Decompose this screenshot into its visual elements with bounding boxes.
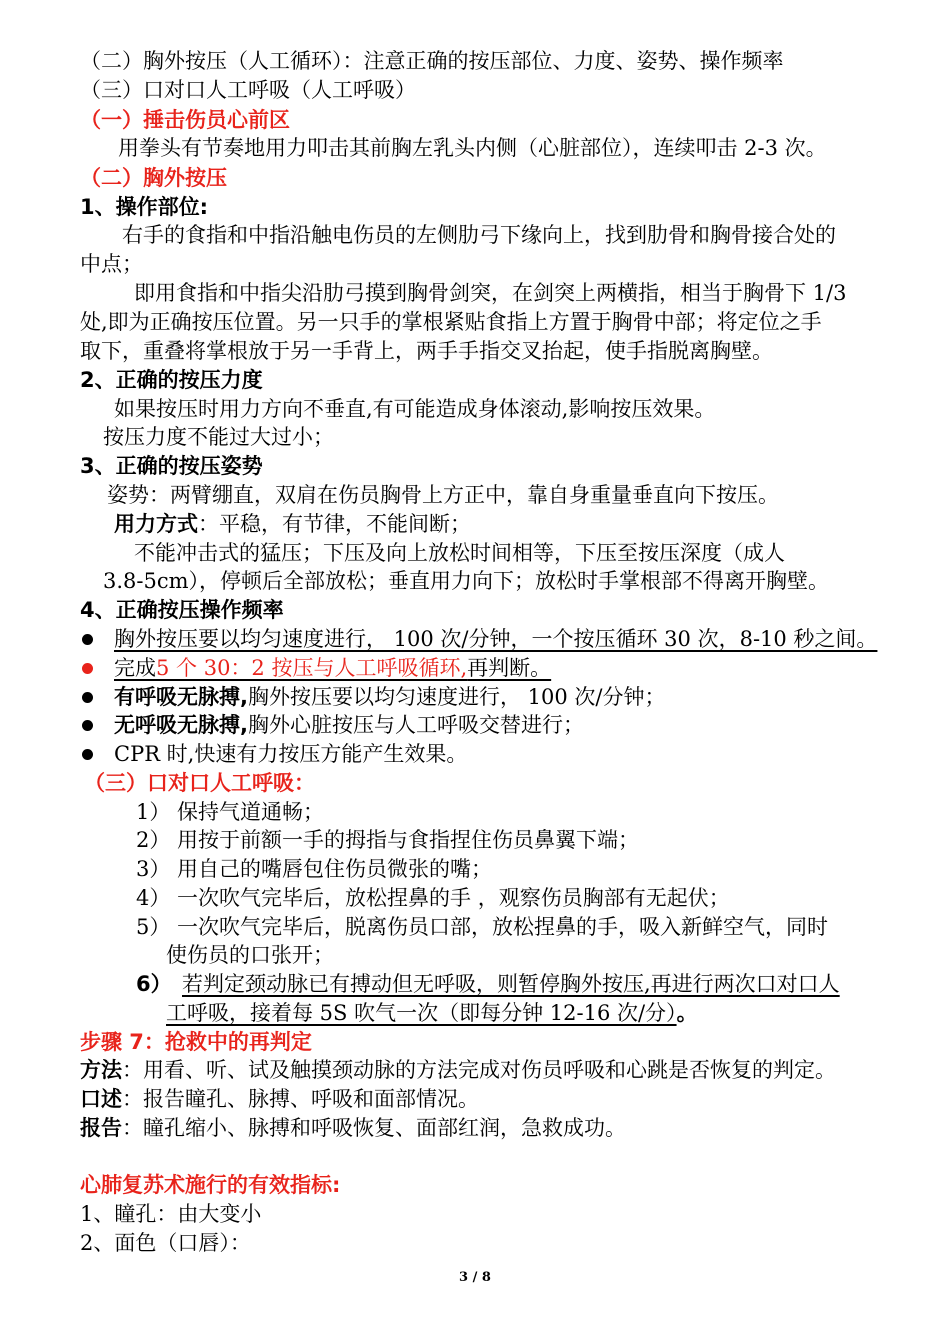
numbered-item: 4） 一次吹气完毕后，放松捏鼻的手 ，观察伤员胸部有无起伏； [136, 886, 730, 910]
section-heading: （二）胸外按压 [80, 166, 227, 190]
section-heading: 心肺复苏术施行的有效指标: [80, 1173, 341, 1197]
inline-text: 胸外按压要以均匀速度进行， 100 次/分钟； [247, 685, 666, 709]
list-item: 1、瞳孔：由大变小 [80, 1202, 262, 1226]
bullet-icon [82, 663, 93, 674]
paragraph [80, 1114, 885, 1143]
paragraph: 3.8-5cm），停顿后全部放松；垂直用力向下；放松时手掌根部不得离开胸壁。 [103, 569, 830, 593]
inline-label: 方法 [80, 1058, 122, 1082]
text-line: （三）口对口人工呼吸（人工呼吸） [80, 78, 416, 102]
numbered-item-number: 6） [136, 972, 172, 996]
paragraph [114, 510, 919, 539]
inline-text: 再判断。 [467, 656, 552, 680]
inline-text: ：报告瞳孔、脉搏、呼吸和面部情况。 [122, 1087, 479, 1111]
inline-text: 胸外心脏按压与人工呼吸交替进行； [247, 713, 584, 737]
list-item [114, 654, 885, 683]
bullet-icon [82, 720, 93, 731]
page-number: 3 / 8 [459, 1270, 491, 1285]
subheading: 2、正确的按压力度 [80, 368, 263, 392]
paragraph: 取下，重叠将掌根放于另一手背上，两手手指交叉抬起，使手指脱离胸壁。 [80, 339, 773, 363]
inline-label: 报告 [80, 1116, 122, 1140]
paragraph [80, 1085, 885, 1114]
inline-label: 口述 [80, 1087, 122, 1111]
paragraph: 姿势：两臂绷直，双肩在伤员胸骨上方正中，靠自身重量垂直向下按压。 [107, 483, 779, 507]
numbered-item: 1） 保持气道通畅； [136, 800, 325, 824]
subheading: 4、正确按压操作频率 [80, 598, 284, 622]
subheading: 3、正确的按压姿势 [80, 454, 263, 478]
inline-label: 用力方式 [114, 512, 198, 536]
section-heading: 步骤 7：抢救中的再判定 [80, 1030, 312, 1054]
numbered-item: 若判定颈动脉已有搏动但无呼吸，则暂停胸外按压,再进行两次口对口人 [182, 972, 840, 996]
bullet-icon [82, 634, 93, 645]
numbered-item: 2） 用按于前额一手的拇指与食指捏住伤员鼻翼下端； [136, 828, 640, 852]
list-item: 胸外按压要以均匀速度进行， 100 次/分钟，一个按压循环 30 次，8-10 秒之间。 [114, 627, 878, 651]
inline-text: ：瞳孔缩小、脉搏和呼吸恢复、面部红润，急救成功。 [122, 1116, 626, 1140]
inline-text: ：用看、听、试及触摸颈动脉的方法完成对伤员呼吸和心跳是否恢复的判定。 [122, 1058, 836, 1082]
inline-text: 工呼吸，接着每 5S 吹气一次（即每分钟 12-16 次/分） [166, 1001, 677, 1025]
text-line: （二）胸外按压（人工循环）：注意正确的按压部位、力度、姿势、操作频率 [80, 49, 784, 73]
inline-text: 完成 [114, 656, 156, 680]
numbered-item [166, 999, 885, 1028]
paragraph: 即用食指和中指尖沿肋弓摸到胸骨剑突，在剑突上两横指，相当于胸骨下 1/3 [134, 281, 847, 305]
paragraph: 中点； [80, 252, 143, 276]
inline-label: 有呼吸无脉搏, [114, 685, 248, 709]
list-item [114, 711, 885, 740]
paragraph [80, 1056, 885, 1085]
numbered-item: 5） 一次吹气完毕后，脱离伤员口部，放松捏鼻的手，吸入新鲜空气，同时 [136, 915, 829, 939]
bullet-icon [82, 692, 93, 703]
list-item [114, 683, 885, 712]
bullet-icon [82, 749, 93, 760]
numbered-item: 使伤员的口张开； [166, 943, 334, 967]
inline-label: 无呼吸无脉搏, [114, 713, 248, 737]
paragraph: 按压力度不能过大过小； [103, 425, 334, 449]
inline-text: ：平稳，有节律，不能间断； [198, 512, 471, 536]
section-heading: （三）口对口人工呼吸： [84, 771, 315, 795]
inline-text: 。 [676, 1001, 698, 1025]
paragraph: 不能冲击式的猛压；下压及向上放松时间相等，下压至按压深度（成人 [134, 541, 785, 565]
paragraph: 如果按压时用力方向不垂直,有可能造成身体滚动,影响按压效果。 [114, 397, 716, 421]
list-item: 2、面色（口唇）： [80, 1231, 251, 1255]
section-heading: （一）捶击伤员心前区 [80, 108, 290, 132]
paragraph: 用拳头有节奏地用力叩击其前胸左乳头内侧（心脏部位），连续叩击 2-3 次。 [118, 136, 827, 160]
paragraph: 处,即为正确按压位置。另一只手的掌根紧贴食指上方置于胸骨中部；将定位之手 [80, 310, 822, 334]
paragraph: 右手的食指和中指沿触电伤员的左侧肋弓下缘向上，找到肋骨和胸骨接合处的 [122, 223, 836, 247]
list-item: CPR 时,快速有力按压方能产生效果。 [114, 742, 468, 766]
highlight-text: 5 个 30：2 按压与人工呼吸循环, [156, 656, 468, 680]
numbered-item: 3） 用自己的嘴唇包住伤员微张的嘴； [136, 857, 493, 881]
subheading: 1、操作部位: [80, 195, 209, 219]
